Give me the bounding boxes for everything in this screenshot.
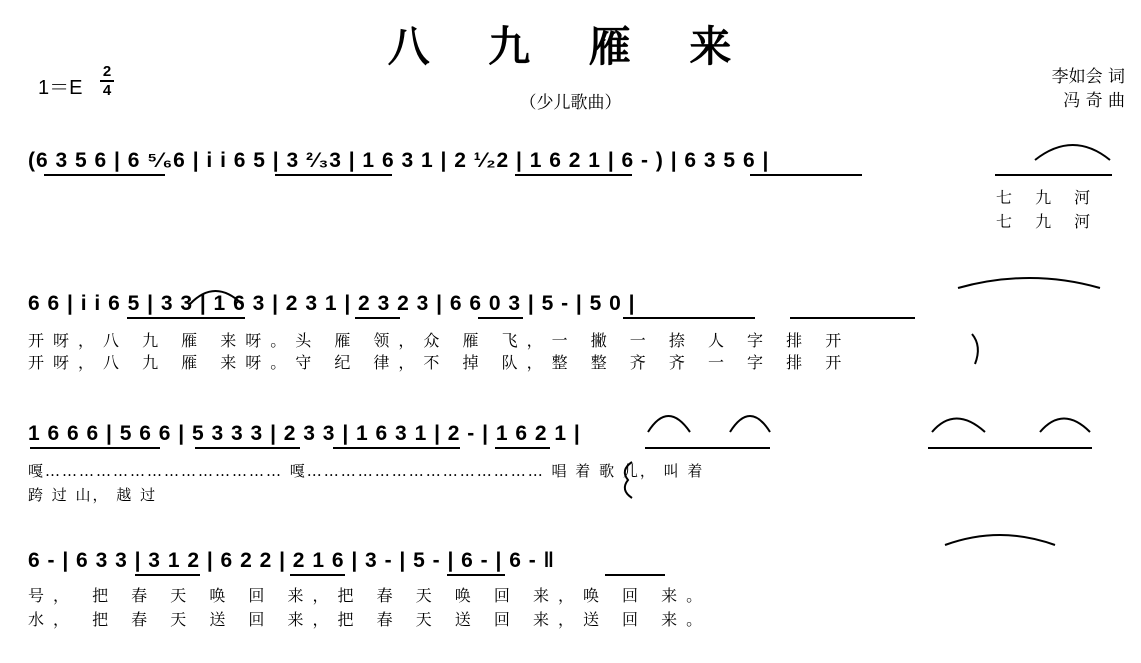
notation-line-2: 6 6 | i i 6 5 | 3 3 | 1 6 3 | 2 3 1 | 2 3 2 3 | 6 6 0 3 | 5 - | 5 0 | (28, 292, 636, 315)
notation-line-4: 6 - | 6 3 3 | 3 1 2 | 6 2 2 | 2 1 6 | 3 - | 5 - | 6 - | 6 - ‖ (28, 549, 555, 572)
time-signature-top: 2 (102, 63, 112, 80)
lyricist-credit: 李如会 词 (1051, 67, 1125, 87)
song-subtitle: （少儿歌曲） (519, 93, 622, 113)
time-signature-bottom: 4 (102, 82, 112, 99)
key-signature: 1＝E (38, 77, 83, 99)
composer-credit: 冯 奇 曲 (1063, 91, 1125, 111)
notation-line-3: 1 6 6 6 | 5 6 6 | 5 3 3 3 | 2 3 3 | 1 6 3 1 | 2 - | 1 6 2 1 | (28, 422, 581, 445)
notation-line-1: (6 3 5 6 | 6 ⁵⁄₆6 | i i 6 5 | 3 ²⁄₃3 | 1 6 3 1 | 2 ¹⁄₂2 | 1 6 2 1 | 6 - ) | 6 3 5 6 | (28, 149, 770, 172)
lyric-line-4b: 水， 把 春 天 送 回 来，把 春 天 送 回 来，送 回 来。 (28, 610, 712, 629)
lyric-line-2a: 开呀，八 九 雁 来呀。头 雁 领，众 雁 飞，一 撇 一 捺 人 字 排 开 (28, 331, 851, 350)
song-title: 八 九 雁 来 (387, 22, 754, 71)
lyric-line-4a: 号， 把 春 天 唤 回 来，把 春 天 唤 回 来，唤 回 来。 (28, 586, 712, 605)
lyric-line-1a: 七 九 河 (996, 188, 1100, 207)
lyric-line-2b: 开呀，八 九 雁 来呀。守 纪 律，不 掉 队，整 整 齐 齐 一 字 排 开 (28, 353, 851, 372)
lyric-line-1b: 七 九 河 (996, 212, 1100, 231)
lyric-line-3b: 跨 过 山， 越 过 (28, 486, 158, 504)
lyric-line-3a: 嘎…………………………………… 嘎…………………………………… 唱 着 歌 儿， 叫 着 (28, 462, 705, 480)
